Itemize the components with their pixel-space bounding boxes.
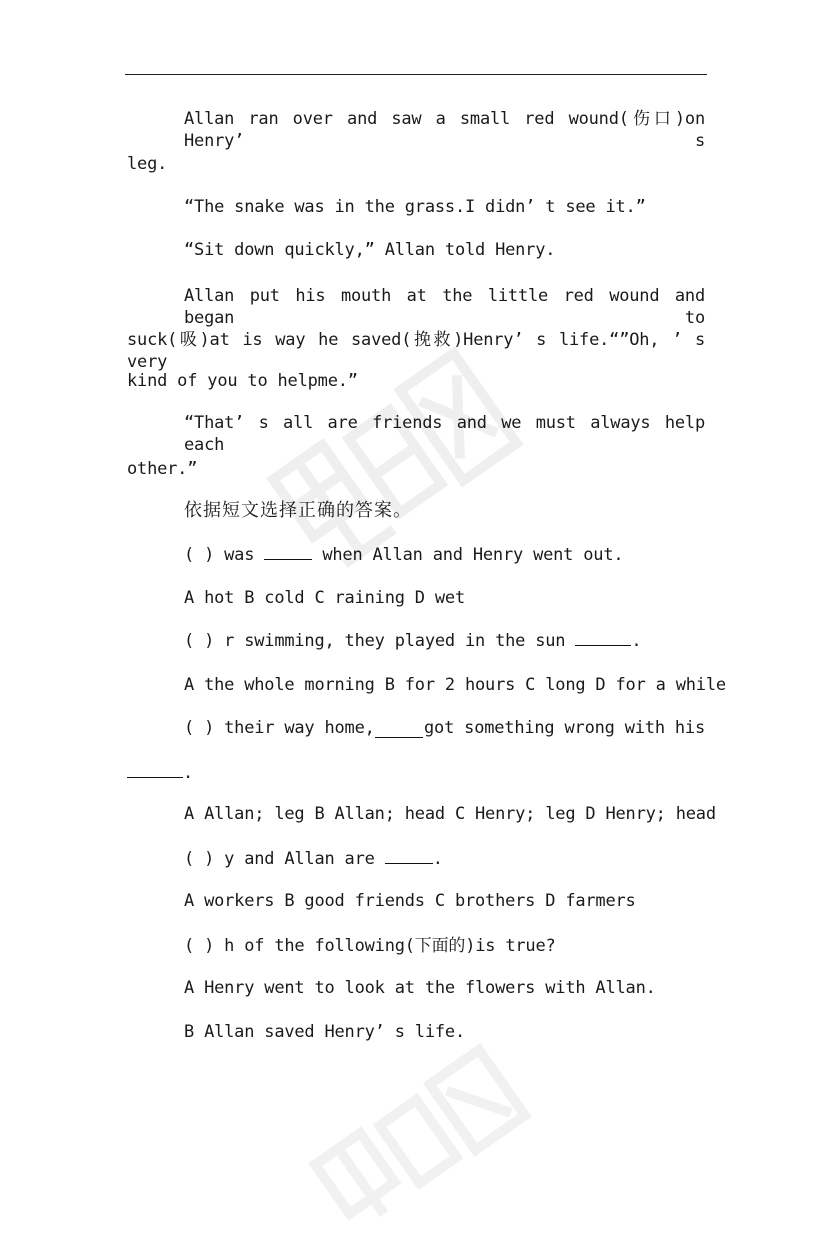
paragraph-1-line-2: leg. — [127, 154, 168, 174]
answer-blank — [127, 763, 183, 778]
answer-blank — [575, 631, 631, 646]
answer-blank — [385, 849, 433, 864]
question-5-option-b: B Allan saved Henry’ s life. — [184, 1022, 465, 1042]
question-5-option-a: A Henry went to look at the flowers with Allan. — [184, 978, 656, 998]
answer-blank — [375, 723, 423, 738]
question-1-stem-end: when Allan and Henry went out. — [322, 545, 624, 565]
question-4-options: A workers B good friends C brothers D farmers — [184, 891, 636, 911]
paragraph-4-line-1: Allan put his mouth at the little red wound and began to — [184, 286, 705, 328]
question-3 — [184, 717, 705, 739]
question-2-stem: ( ) r swimming, they played in the sun — [184, 631, 566, 651]
question-4-stem-end: . — [432, 849, 443, 869]
paragraph-4-line-3: kind of you to helpme.” — [127, 371, 358, 391]
instruction-heading: 依据短文选择正确的答案。 — [184, 500, 412, 521]
question-3-period: . — [183, 763, 194, 783]
paragraph-1-line-1: Allan ran over and saw a small red wound(伤口)on Henry’ s — [184, 109, 705, 151]
paragraph-5-line-2: other.” — [127, 459, 198, 479]
question-2 — [184, 630, 641, 652]
header-rule — [125, 74, 707, 75]
question-1-stem: ( ) was — [184, 545, 255, 565]
paragraph-4-line-2: suck(吸)at is way he saved(挽救)Henry’ s life.“”Oh, ’ s very — [127, 330, 705, 372]
question-5: ( ) h of the following(下面的)is true? — [184, 936, 556, 956]
question-3-stem-end: got something wrong with his — [424, 718, 705, 738]
question-1 — [184, 544, 623, 566]
question-3-continuation — [127, 762, 193, 784]
question-4-stem: ( ) y and Allan are — [184, 849, 375, 869]
answer-blank — [264, 545, 312, 560]
question-4 — [184, 848, 443, 870]
question-3-options: A Allan; leg B Allan; head C Henry; leg D Henry; head — [184, 804, 716, 824]
question-1-options: A hot B cold C raining D wet — [184, 588, 465, 608]
question-2-options: A the whole morning B for 2 hours C long D for a while — [184, 675, 726, 695]
paragraph-5-line-1: “That’ s all are friends and we must always help each — [184, 413, 705, 455]
paragraph-2: “The snake was in the grass.I didn’ t see it.” — [184, 197, 646, 217]
question-2-stem-end: . — [631, 631, 642, 651]
watermark-logo-bottom — [287, 1022, 552, 1258]
question-3-stem: ( ) their way home, — [184, 718, 375, 738]
paragraph-3: “Sit down quickly,” Allan told Henry. — [184, 240, 556, 260]
